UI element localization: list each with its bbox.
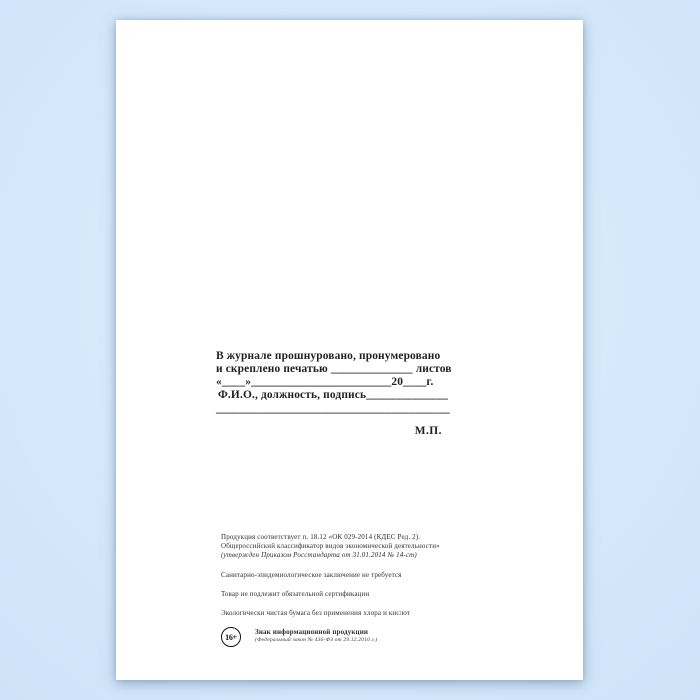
certification-note: Товар не подлежит обязательной сертификации: [221, 590, 370, 598]
sanitary-note: Санитарно-эпидемиологическое заключение не требуется: [221, 571, 402, 579]
age-16plus-badge-icon: 16+: [221, 627, 241, 647]
standard-compliance-line-3: (утвержден Приказом Росстандарта от 31.01.2014 № 14-ст): [221, 551, 417, 559]
age-rating-text: [255, 628, 377, 644]
binding-line-1: В журнале прошнуровано, пронумеровано: [216, 350, 441, 362]
age-rating-law-note: (Федеральный закон № 436-ФЗ от 29.12.2010 г.): [255, 637, 378, 643]
binding-line-2: и скреплено печатью ______________ листов: [216, 363, 452, 375]
binding-certification-block: [216, 350, 456, 438]
binding-line-3-date: «____»________________________20____г.: [216, 376, 434, 388]
compliance-info-block: [221, 533, 481, 647]
standard-compliance-line-2: Общероссийский классификатор видов экономической деятельности»: [221, 542, 440, 550]
seal-place-mark: М.П.: [414, 425, 442, 437]
age-rating-row: [221, 627, 481, 647]
journal-back-page: [116, 20, 583, 680]
age-rating-label: Знак информационной продукции: [255, 628, 369, 636]
binding-line-4-signature: Ф.И.О., должность, подпись______________: [218, 389, 448, 401]
standard-compliance-line-1: Продукция соответствует п. 18.12 «ОК 029-2014 (КДЕС Ред. 2).: [221, 533, 421, 541]
ecology-note: Экологически чистая бумага без применения хлора и кислот: [221, 609, 410, 617]
binding-line-5-blank: ________________________________________: [216, 403, 450, 415]
